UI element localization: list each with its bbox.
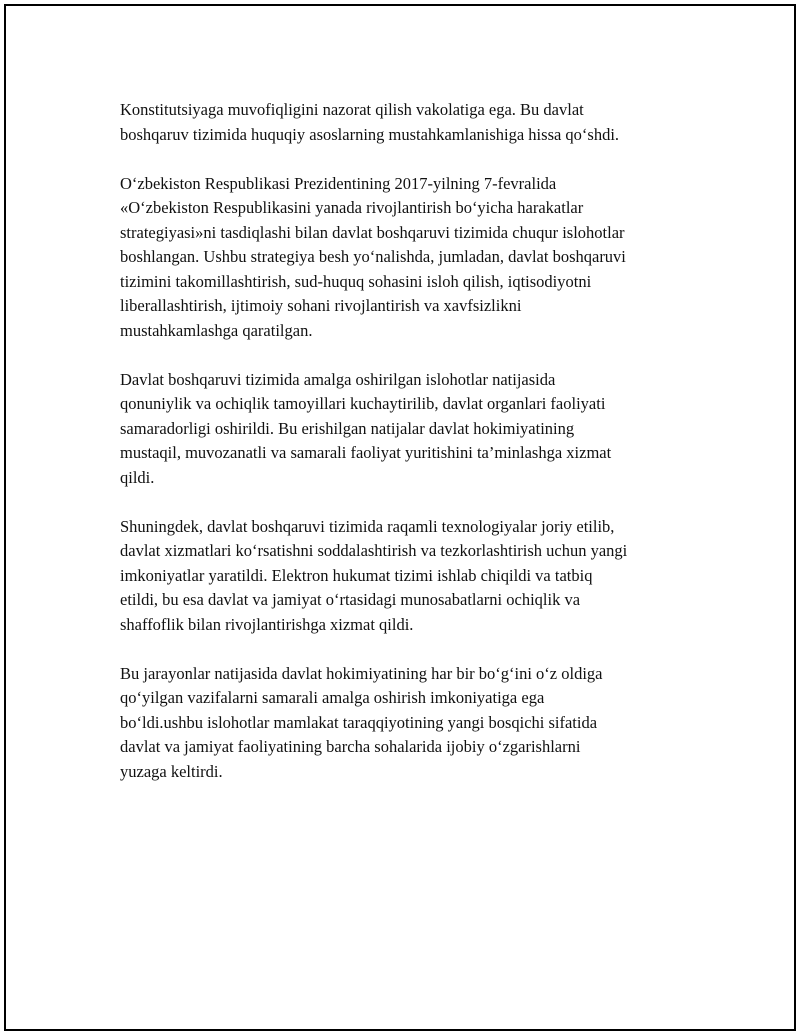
paragraph-4 xyxy=(120,515,710,638)
text-line: O‘zbekiston Respublikasi Prezidentining 2017-yilning 7-fevralida xyxy=(120,173,557,193)
document-body xyxy=(120,98,710,809)
paragraph-3 xyxy=(120,368,710,491)
paragraph-5 xyxy=(120,662,710,785)
text-line: imkoniyatlar yaratildi. Elektron hukumat tizimi ishlab chiqildi va tatbiq xyxy=(120,565,593,585)
text-line: qonuniylik va ochiqlik tamoyillari kuchaytirilib, davlat organlari faoliyati xyxy=(120,394,606,413)
paragraph-1 xyxy=(120,98,710,147)
text-line: etildi, bu esa davlat va jamiyat o‘rtasidagi munosabatlarni ochiqlik va xyxy=(120,590,581,609)
text-line: mustaqil, muvozanatli va samarali faoliyat yuritishini ta’minlashga xizmat xyxy=(120,443,612,462)
text-line: qildi. xyxy=(120,467,155,487)
text-line: strategiyasi»ni tasdiqlashi bilan davlat boshqaruvi tizimida chuqur islohotlar xyxy=(120,222,625,242)
text-line: liberallashtirish, ijtimoiy sohani rivojlantirish va xavfsizlikni xyxy=(120,296,522,315)
document-page xyxy=(4,4,796,1031)
text-line: Bu jarayonlar natijasida davlat hokimiyatining har bir bo‘g‘ini o‘z oldiga xyxy=(120,663,603,683)
text-line: davlat xizmatlari ko‘rsatishni soddalashtirish va tezkorlashtirish uchun yangi xyxy=(120,541,628,560)
text-line: samaradorligi oshirildi. Bu erishilgan natijalar davlat hokimiyatining xyxy=(120,418,575,438)
text-line: boshlangan. Ushbu strategiya besh yo‘nalishda, jumladan, davlat boshqaruvi xyxy=(120,247,626,266)
text-line: «O‘zbekiston Respublikasini yanada rivojlantirish bo‘yicha harakatlar xyxy=(120,198,584,217)
text-line: yuzaga keltirdi. xyxy=(120,761,223,781)
text-line: mustahkamlashga qaratilgan. xyxy=(120,320,313,340)
text-line: qo‘yilgan vazifalarni samarali amalga oshirish imkoniyatiga ega xyxy=(120,688,545,707)
text-line: boshqaruv tizimida huquqiy asoslarning mustahkamlanishiga hissa qo‘shdi. xyxy=(120,124,620,144)
text-line: Konstitutsiyaga muvofiqligini nazorat qilish vakolatiga ega. Bu davlat xyxy=(120,100,584,119)
paragraph-2 xyxy=(120,172,710,344)
text-line: Shuningdek, davlat boshqaruvi tizimida raqamli texnologiyalar joriy etilib, xyxy=(120,516,615,536)
text-line: shaffoflik bilan rivojlantirishga xizmat qildi. xyxy=(120,614,414,634)
text-line: tizimini takomillashtirish, sud-huquq sohasini isloh qilish, iqtisodiyotni xyxy=(120,271,592,291)
text-line: bo‘ldi.ushbu islohotlar mamlakat taraqqiyotining yangi bosqichi sifatida xyxy=(120,712,598,732)
text-line: davlat va jamiyat faoliyatining barcha sohalarida ijobiy o‘zgarishlarni xyxy=(120,737,581,756)
text-line: Davlat boshqaruvi tizimida amalga oshirilgan islohotlar natijasida xyxy=(120,369,556,389)
